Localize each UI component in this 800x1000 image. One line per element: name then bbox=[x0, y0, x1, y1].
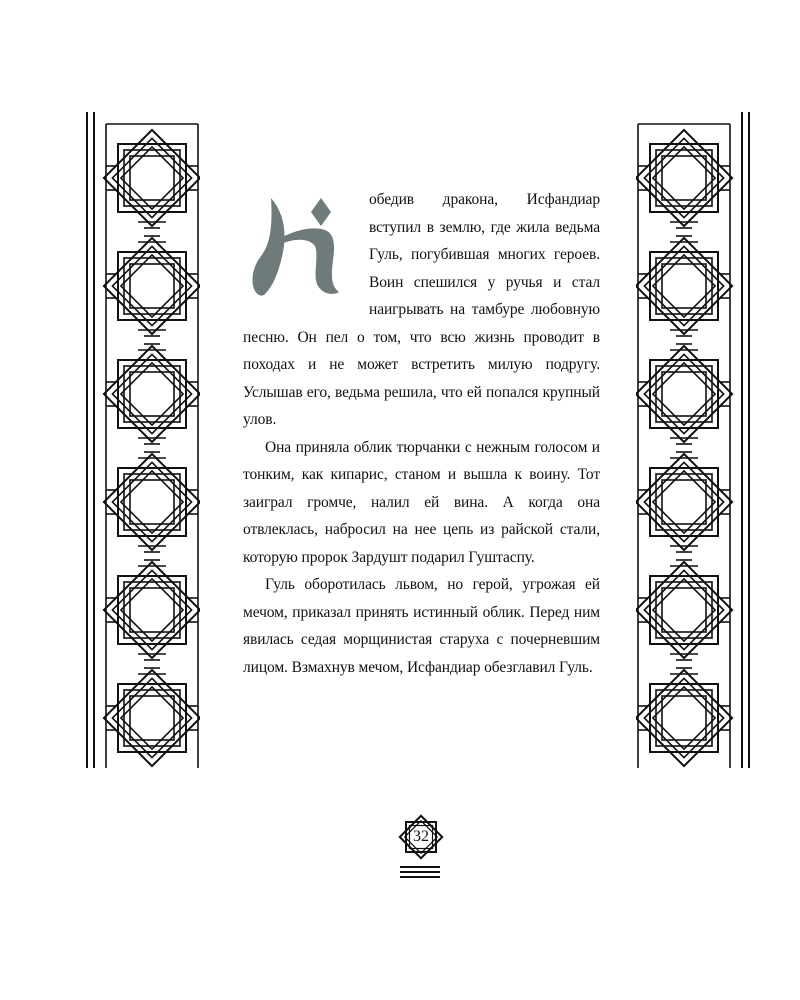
page-number-badge bbox=[396, 812, 446, 878]
left-border-lattice-icon bbox=[84, 112, 200, 768]
page-badge-rule-top bbox=[400, 866, 440, 868]
page-number: 32 bbox=[413, 828, 429, 845]
paragraph-2: Она приняла облик тюрчанки с нежным голосом и тонким, как кипарис, станом и вышла к воину. Тот заиграл громче, налил ей вина. А когда она отвлеклась, набросил на нее цепь из райской стали, которую пророк Зардушт подарил Гуштаспу. bbox=[243, 438, 600, 566]
right-ornamental-border bbox=[636, 112, 752, 768]
drop-cap-letter-icon bbox=[243, 190, 359, 298]
drop-cap-letter bbox=[243, 190, 244, 191]
left-ornamental-border bbox=[84, 112, 200, 768]
paragraph-3: Гуль оборотилась львом, но герой, угрожая ей мечом, приказал принять истинный облик. Перед ним явилась седая морщинистая старуха с почерневшим лицом. Взмахнув мечом, Исфандиар обезглавил Гуль. bbox=[243, 576, 600, 676]
page-badge-rule-middle bbox=[400, 871, 440, 873]
drop-cap bbox=[243, 190, 359, 298]
story-text bbox=[243, 186, 600, 681]
page-badge-rule-bottom bbox=[400, 876, 440, 878]
right-border-lattice-icon bbox=[636, 112, 752, 768]
paragraph-1 bbox=[243, 186, 600, 434]
paragraph-1-text: обедив дракона, Исфандиар вступил в землю, где жила ведьма Гуль, погубившая многих героев. Воин спешился у ручья и стал наигрывать на тамбуре любовную песню. Он пел о том, что всю жизнь проводит в походах и не может встретить милую подругу. Услышав его, ведьма решила, что ей попался крупный улов. bbox=[243, 191, 600, 428]
